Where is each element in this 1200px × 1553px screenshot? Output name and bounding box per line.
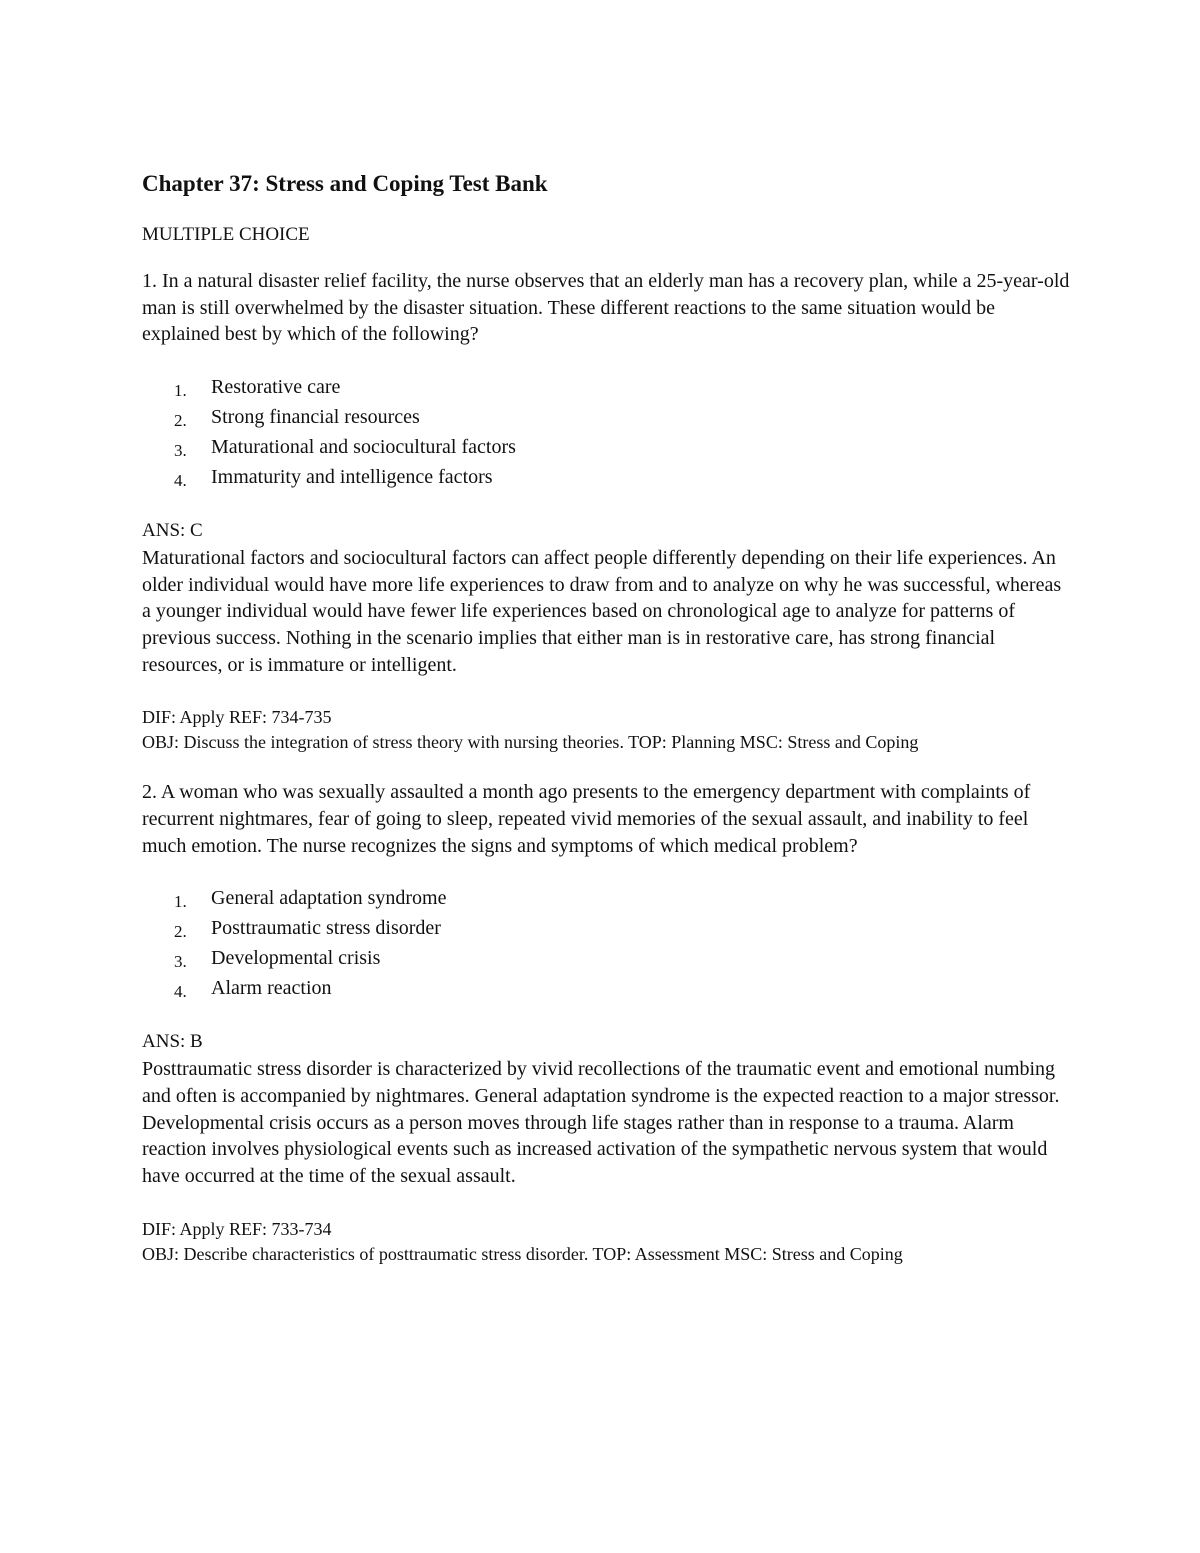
choice-text: Alarm reaction <box>211 977 332 1000</box>
choice-text: Restorative care <box>211 376 341 399</box>
choice-text: Strong financial resources <box>211 406 420 429</box>
choice-item <box>142 913 1072 943</box>
choice-item <box>142 402 1072 432</box>
choice-list <box>142 883 1072 1003</box>
obj-line: OBJ: Discuss the integration of stress theory with nursing theories. TOP: Planning MSC: Stress and Coping <box>142 732 919 753</box>
dif-ref-line: DIF: Apply REF: 733-734 <box>142 1218 332 1239</box>
obj-line: OBJ: Describe characteristics of posttraumatic stress disorder. TOP: Assessment MSC: Stress and Coping <box>142 1243 903 1264</box>
choice-number: 2. <box>174 411 187 431</box>
choice-number: 2. <box>174 922 187 942</box>
page-title: Chapter 37: Stress and Coping Test Bank <box>142 171 548 196</box>
choice-item <box>142 943 1072 973</box>
choice-item <box>142 372 1072 402</box>
choice-item <box>142 462 1072 492</box>
choice-number: 3. <box>174 441 187 461</box>
choice-item <box>142 883 1072 913</box>
answer-line: ANS: B <box>142 1031 203 1053</box>
choice-item <box>142 973 1072 1003</box>
choice-number: 1. <box>174 381 187 401</box>
choice-number: 4. <box>174 471 187 491</box>
rationale-text: Posttraumatic stress disorder is characterized by vivid recollections of the traumatic event and emotional numbing and often is accompanied by nightmares. General adaptation syndrome is the expected reaction to a major stressor. Developmental crisis occurs as a person moves through life stages rather than in response to a trauma. Alarm reaction involves physiological events such as increased activation of the sympathetic nervous system that would have occurred at the time of the sexual assault. <box>142 1058 1060 1187</box>
choice-text: Maturational and sociocultural factors <box>211 436 516 459</box>
question-1 <box>142 268 1072 755</box>
question-stem: 2. A woman who was sexually assaulted a month ago presents to the emergency department with complaints of recurrent nightmares, fear of going to sleep, repeated vivid memories of the sexual assault, and inability to feel much emotion. The nurse recognizes the signs and symptoms of which medical problem? <box>142 781 1031 857</box>
choice-number: 3. <box>174 952 187 972</box>
answer-line: ANS: C <box>142 520 203 542</box>
choice-list <box>142 372 1072 492</box>
choice-text: Developmental crisis <box>211 947 381 970</box>
question-2 <box>142 779 1072 1266</box>
section-heading: MULTIPLE CHOICE <box>142 224 310 245</box>
choice-number: 1. <box>174 892 187 912</box>
choice-text: Immaturity and intelligence factors <box>211 466 493 489</box>
rationale-text: Maturational factors and sociocultural factors can affect people differently depending on their life experiences. An older individual would have more life experiences to draw from and to analyze on why he was successful, whereas a younger individual would have fewer life experiences based on chronological age to analyze for patterns of previous success. Nothing in the scenario implies that either man is in restorative care, has strong financial resources, or is immature or intelligent. <box>142 546 1062 676</box>
choice-text: Posttraumatic stress disorder <box>211 917 441 940</box>
choice-text: General adaptation syndrome <box>211 887 447 910</box>
dif-ref-line: DIF: Apply REF: 734-735 <box>142 707 332 728</box>
choice-number: 4. <box>174 982 187 1002</box>
document-page <box>142 168 1072 1267</box>
choice-item <box>142 432 1072 462</box>
question-stem: 1. In a natural disaster relief facility, the nurse observes that an elderly man has a recovery plan, while a 25-year-old man is still overwhelmed by the disaster situation. These different reactions to the same situation would be explained best by which of the following? <box>142 270 1070 346</box>
